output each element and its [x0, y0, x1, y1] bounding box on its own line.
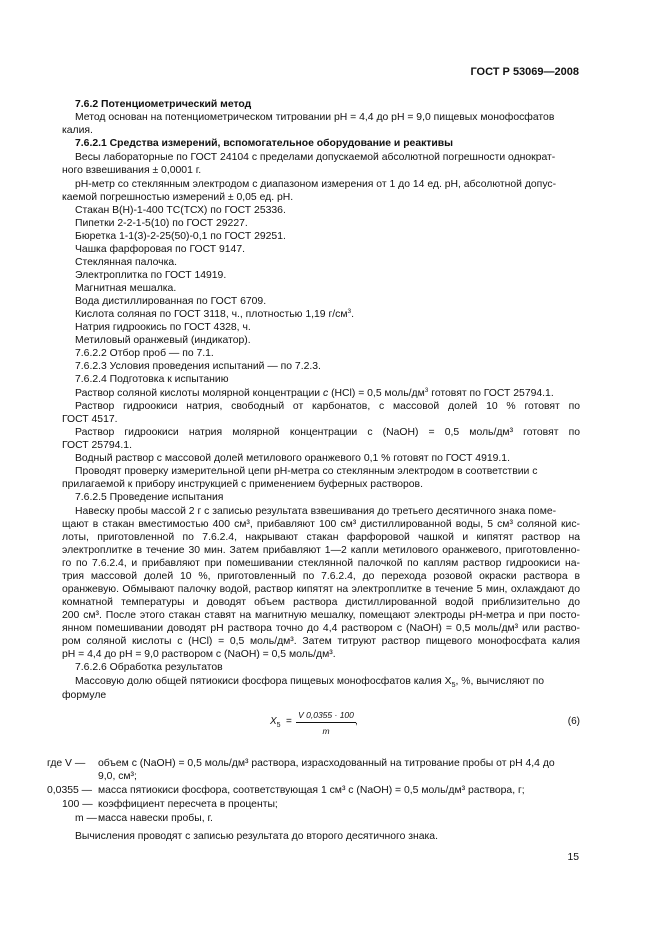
prep-naoh-line-1: Раствор гидроокиси натрия, свободный от карбонатов, с массовой долей 10 % готовят по: [75, 401, 580, 412]
prep-check-line-2: прилагаемой к прибору инструкцией с применением буферных растворов.: [62, 479, 423, 490]
procedure-line: pH = 4,4 до pH = 9,0 раствором c (NaOH) = 0,5 моль/дм³.: [62, 649, 336, 660]
method-paragraph-line-2: калия.: [62, 125, 93, 136]
procedure-line: Навеску пробы массой 2 г с записью результата взвешивания до третьего десятичного знака поме-: [75, 506, 557, 517]
calc-line-2: формуле: [62, 690, 107, 701]
scales-line-1: Весы лабораторные по ГОСТ 24104 с пределами допускаемой абсолютной погрешности однократ-: [75, 152, 556, 163]
subsection-7-6-2-5: 7.6.2.5 Проведение испытания: [75, 492, 224, 503]
where-label: m —: [75, 813, 97, 824]
procedure-line: электроплитке в течение 30 мин. Затем прибавляют 1—2 капли метилового оранжевого, приготовленно-: [62, 545, 580, 556]
prep-naoh-molar-line-2: ГОСТ 25794.1.: [62, 440, 132, 451]
formula-number: (6): [567, 716, 580, 727]
prep-naoh-line-2: ГОСТ 4517.: [62, 414, 118, 425]
formula-equals: =: [286, 716, 292, 727]
formula-lhs: $X_5$: [270, 716, 281, 729]
procedure-line: ром соляной кислоты c (HCl) = 0,5 моль/дм³. Затем титруют раствор пищевого монофосфата калия: [62, 636, 580, 647]
procedure-line: го по 7.6.2.4, и прибавляют при помешивании стеклянной палочкой по каплям раствор гидроокиси на-: [62, 558, 580, 569]
formula-numerator: V 0,0355 · 100: [298, 710, 354, 720]
formula-denominator: m: [322, 726, 330, 736]
acid-reagent: Кислота соляная по ГОСТ 3118, ч., плотностью 1,19 $г/см^3$.: [75, 308, 354, 320]
where-text: 9,0, см³;: [98, 771, 137, 782]
procedure-line: трия массовой долей 10 %, приготовленный по 7.6.2.4, до перехода розовой окраски раствора в: [62, 571, 580, 582]
equipment-item: Стакан В(Н)-1-400 ТС(ТСХ) по ГОСТ 25336.: [75, 205, 286, 216]
formula-comma: ,: [355, 716, 358, 727]
where-text: масса навески пробы, г.: [98, 813, 213, 824]
where-label: где V —: [47, 758, 86, 769]
where-label: 0,0355 —: [47, 785, 93, 796]
equipment-item: Вода дистиллированная по ГОСТ 6709.: [75, 296, 267, 307]
procedure-line: щают в стакан вместимостью 400 см³, прибавляют 100 см³ дистиллированной воды, 5 см³ соляной кис-: [62, 519, 580, 530]
equipment-item: Бюретка 1-1(3)-2-25(50)-0,1 по ГОСТ 29251.: [75, 231, 286, 242]
subsection-7-6-2-2: 7.6.2.2 Отбор проб — по 7.1.: [75, 348, 214, 359]
section-7-6-2-1-title: 7.6.2.1 Средства измерений, вспомогательное оборудование и реактивы: [75, 138, 454, 149]
equipment-item: Чашка фарфоровая по ГОСТ 9147.: [75, 244, 245, 255]
procedure-line: лоты, приготовленной по 7.6.2.4, накрывают стакан фарфоровой чашкой и кипятят раствор на: [62, 532, 580, 543]
procedure-line: янном помешивании доводят pH раствора точно до 4,4 раствором c (NaOH) = 0,5 моль/дм³ или раство-: [62, 623, 580, 634]
prep-indicator: Водный раствор с массовой долей метилового оранжевого 0,1 % готовят по ГОСТ 4919.1.: [75, 453, 510, 464]
page-number: 15: [567, 852, 579, 863]
subsection-7-6-2-3: 7.6.2.3 Условия проведения испытаний — по 7.2.3.: [75, 361, 321, 372]
procedure-line: комнатной температуры и доводят объем раствора дистиллированной водой приблизительно до: [62, 597, 580, 608]
scales-line-2: ного взвешивания ± 0,0001 г.: [62, 165, 202, 176]
ph-meter-line-1: pH-метр со стеклянным электродом с диапазоном измерения от 1 до 14 ед. pH, абсолютной допус-: [75, 179, 557, 190]
subsection-7-6-2-6: 7.6.2.6 Обработка результатов: [75, 662, 223, 673]
prep-naoh-molar-line-1: Раствор гидроокиси натрия молярной концентрации c (NaOH) = 0,5 моль/дм³ готовят по: [75, 427, 580, 438]
calc-line-1: Массовую долю общей пятиокиси фосфора пищевых монофосфатов калия $X_5$, %, вычисляют по: [75, 676, 544, 690]
prep-hcl: Раствор соляной кислоты молярной концентрации c (HCl) = 0,5 моль/$дм^3$ готовят по ГОСТ 25794.1.: [75, 387, 554, 399]
ph-meter-line-2: каемой погрешностью измерений ± 0,05 ед. pH.: [62, 192, 294, 203]
where-text: объем c (NaOH) = 0,5 моль/дм³ раствора, израсходованный на титрование пробы от pH 4,4 до: [98, 758, 555, 769]
procedure-line: оранжевую. Обмывают палочку водой, раствор кипятят на электроплитке в течение 5 мин, охлаждают до: [62, 584, 580, 595]
equipment-item: Стеклянная палочка.: [75, 257, 178, 268]
method-paragraph-line-1: Метод основан на потенциометрическом титровании pH = 4,4 до pH = 9,0 пищевых монофосфатов: [75, 112, 555, 123]
section-7-6-2-title: 7.6.2 Потенциометрический метод: [75, 99, 252, 110]
equipment-item: Электроплитка по ГОСТ 14919.: [75, 270, 227, 281]
equipment-item: Пипетки 2-2-1-5(10) по ГОСТ 29227.: [75, 218, 248, 229]
where-text: масса пятиокиси фосфора, соответствующая 1 см³ c (NaOH) = 0,5 моль/дм³ раствора, г;: [98, 785, 525, 796]
reagent-item: Натрия гидроокись по ГОСТ 4328, ч.: [75, 322, 251, 333]
prep-check-line-1: Проводят проверку измерительной цепи pH-метра со стеклянным электродом в соответствии с: [75, 466, 538, 477]
reagent-item: Метиловый оранжевый (индикатор).: [75, 335, 251, 346]
where-label: 100 —: [62, 799, 93, 810]
formula-fraction-bar: [296, 722, 356, 723]
standard-header: ГОСТ Р 53069—2008: [470, 66, 579, 78]
subsection-7-6-2-4: 7.6.2.4 Подготовка к испытанию: [75, 374, 229, 385]
final-paragraph: Вычисления проводят с записью результата до второго десятичного знака.: [75, 831, 438, 842]
equipment-item: Магнитная мешалка.: [75, 283, 177, 294]
where-text: коэффициент пересчета в проценты;: [98, 799, 278, 810]
procedure-line: 200 см³. После этого стакан ставят на магнитную мешалку, помещают электроды pH-метра и при посто-: [62, 610, 580, 621]
